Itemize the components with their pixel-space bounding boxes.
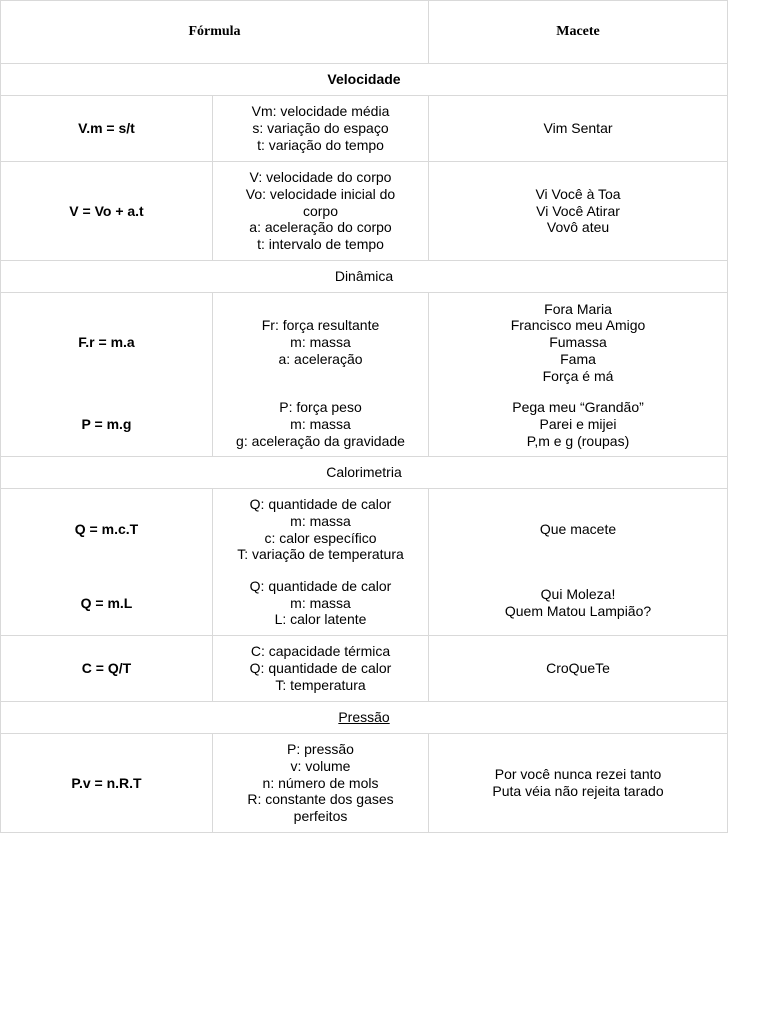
description-line: a: aceleração do corpo (249, 219, 392, 236)
description-line: m: massa (290, 512, 351, 529)
description-cell (213, 96, 429, 162)
section-velocidade: Velocidade (1, 64, 728, 96)
description-line: Q: quantidade de calor (249, 495, 392, 512)
macete-line: Fama (560, 350, 596, 367)
description-line: L: calor latente (274, 611, 367, 628)
formula-cell: Q = m.L (1, 571, 213, 636)
formula-cell: F.r = m.a (1, 293, 213, 393)
header-macete: Macete (429, 1, 728, 64)
macete-cell (429, 96, 728, 162)
description-line: T: temperatura (275, 676, 366, 693)
description-line: perfeitos (293, 808, 348, 825)
table-row (1, 96, 728, 162)
formula-cell: V = Vo + a.t (1, 162, 213, 261)
section-row (1, 261, 728, 293)
description-line: Vm: velocidade média (251, 103, 390, 120)
formula-cell: P = m.g (1, 393, 213, 457)
macete-line: Vim Sentar (543, 120, 613, 137)
description-line: m: massa (290, 416, 351, 433)
macete-line: Pega meu “Grandão” (512, 399, 644, 416)
formula-cell: C = Q/T (1, 636, 213, 702)
description-line: n: número de mols (262, 774, 379, 791)
macete-line: Fora Maria (544, 300, 612, 317)
description-line: P: força peso (279, 399, 362, 416)
macete-line: Puta véia não rejeita tarado (492, 783, 664, 799)
description-line: t: intervalo de tempo (257, 236, 384, 253)
description-line: m: massa (290, 594, 351, 611)
formula-cell: Q = m.c.T (1, 489, 213, 571)
section-dinamica: Dinâmica (1, 261, 728, 293)
table-row (1, 734, 728, 833)
macete-line: Que macete (539, 521, 617, 538)
header-row (1, 1, 728, 64)
table-row (1, 571, 728, 636)
header-formula: Fórmula (1, 1, 429, 64)
table-row (1, 489, 728, 571)
macete-line: Força é má (542, 367, 614, 384)
description-line: m: massa (290, 334, 351, 351)
macete-line: Vi Você à Toa (535, 185, 621, 202)
macete-line: P,m e g (roupas) (526, 432, 630, 449)
macete-line: Qui Moleza! (540, 586, 616, 603)
description-cell (213, 393, 429, 457)
section-pressao-label: Pressão (338, 709, 390, 726)
section-pressao (1, 702, 728, 734)
table-row (1, 162, 728, 261)
macete-line: Fumassa (549, 334, 607, 351)
description-line: Q: quantidade de calor (249, 660, 392, 677)
description-cell (213, 636, 429, 702)
macete-line: Parei e mijei (539, 416, 617, 433)
description-line: V: velocidade do corpo (249, 169, 392, 185)
macete-line: CroQueTe (546, 660, 610, 677)
description-line: P: pressão (287, 741, 354, 757)
macete-cell (429, 293, 728, 393)
description-cell (213, 734, 429, 833)
description-line: g: aceleração da gravidade (236, 432, 405, 449)
section-row (1, 64, 728, 96)
table-row (1, 636, 728, 702)
description-line: a: aceleração (278, 350, 363, 367)
description-line: Vo: velocidade inicial do (245, 185, 396, 202)
description-line: Q: quantidade de calor (249, 577, 392, 594)
description-line: v: volume (290, 757, 351, 774)
formula-cell: P.v = n.R.T (1, 734, 213, 833)
description-cell (213, 162, 429, 261)
description-line: t: variação do tempo (257, 136, 384, 153)
macete-cell (429, 393, 728, 457)
macete-cell (429, 571, 728, 636)
description-line: T: variação de temperatura (237, 546, 404, 563)
formula-cell: V.m = s/t (1, 96, 213, 162)
section-row (1, 702, 728, 734)
macete-line: Vi Você Atirar (536, 202, 620, 219)
macete-line: Quem Matou Lampião? (504, 603, 652, 619)
macete-cell (429, 489, 728, 571)
description-line: s: variação do espaço (252, 120, 389, 137)
description-line: Fr: força resultante (261, 317, 380, 334)
description-cell (213, 489, 429, 571)
description-line: corpo (302, 202, 339, 219)
description-cell (213, 571, 429, 636)
description-line: c: calor específico (264, 529, 377, 546)
section-calorimetria: Calorimetria (1, 457, 728, 489)
macete-line: Por você nunca rezei tanto (494, 766, 662, 783)
macete-cell (429, 162, 728, 261)
macete-cell (429, 734, 728, 833)
macete-cell (429, 636, 728, 702)
section-row (1, 457, 728, 489)
table-row (1, 393, 728, 457)
macete-line: Vovô ateu (546, 219, 610, 236)
table-row (1, 293, 728, 393)
macete-line: Francisco meu Amigo (510, 317, 646, 334)
description-line: R: constante dos gases (247, 791, 394, 808)
description-cell (213, 293, 429, 393)
description-line: C: capacidade térmica (250, 643, 391, 660)
